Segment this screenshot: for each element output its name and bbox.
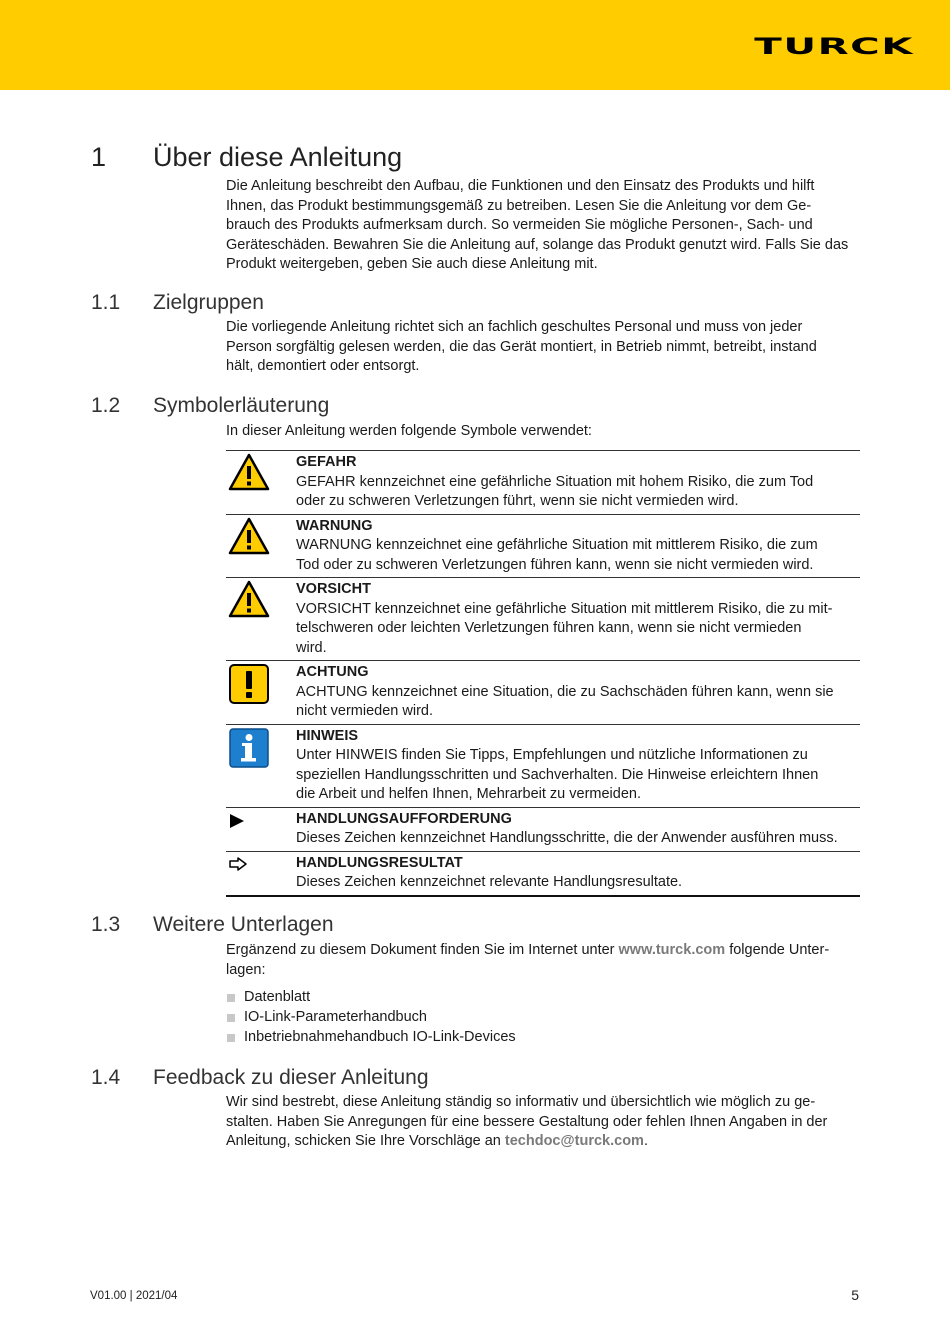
warning-triangle-icon [228,517,270,560]
text-line: Person sorgfältig gelesen werden, die das Gerät montiert, in Betrieb nimmt, betreibt, instand [226,338,817,355]
symbol-text: GEFAHR kennzeichnet eine gefährliche Situation mit hohem Risiko, die zum Tod [296,473,814,490]
text-line: brauch des Produkts aufmerksam durch. So vermeiden Sie mögliche Personen-, Sach- und [226,217,813,233]
text-line: stalten. Haben Sie Anregungen für eine bessere Gestaltung oder fehlen Ihnen Angaben in der [226,1113,828,1130]
list-item-label: Inbetriebnahmehandbuch IO-Link-Devices [244,1028,516,1045]
section-1-4-text [226,1093,860,1152]
symbol-title: ACHTUNG [296,664,369,680]
text-line: Ihnen, das Produkt bestimmungsgemäß zu betreiben. Lesen Sie die Anleitung vor dem Ge- [226,197,812,214]
symbol-text: Dieses Zeichen kennzeichnet Handlungsschritte, die der Anwender ausführen muss. [296,830,838,846]
section-1-text [226,177,860,275]
symbol-text: die Arbeit und helfen Ihnen, Mehrarbeit zu vermeiden. [296,786,641,802]
page-number: 5 [851,1287,859,1303]
symbol-title: HINWEIS [296,727,359,744]
symbol-text: telschweren oder leichten Verletzungen führen kann, wenn sie nicht vermieden [296,620,802,636]
symbol-row-achtung [226,661,860,725]
play-arrow-icon [228,812,246,835]
symbol-title: VORSICHT [296,581,371,597]
section-1-3-text [226,941,860,980]
exclamation-box-icon [228,663,270,710]
warning-triangle-icon [228,580,270,623]
symbol-text: speziellen Handlungsschritten und Sachverhalten. Die Hinweise erleichtern Ihnen [296,766,819,783]
symbol-text: WARNUNG kennzeichnet eine gefährliche Situation mit mittlerem Risiko, die zum [296,537,818,553]
square-bullet-icon [227,994,235,1002]
symbol-text: oder zu schweren Verletzungen führt, wenn sie nicht vermieden wird. [296,493,739,509]
symbol-text: Tod oder zu schweren Verletzungen führen kann, wenn sie nicht vermieden wird. [296,556,814,573]
text-line: lagen: [226,961,266,978]
symbol-title: HANDLUNGSAUFFORDERUNG [296,810,512,827]
section-number: 1.2 [91,394,121,417]
section-1-2-heading [91,393,329,419]
symbol-title: WARNUNG [296,517,373,534]
section-1-3-heading [91,912,334,938]
turck-logo: TURCK [754,34,914,60]
symbol-text: ACHTUNG kennzeichnet eine Situation, die zu Sachschäden führen kann, wenn sie [296,683,834,700]
section-number: 1.1 [91,291,121,314]
section-number: 1.3 [91,913,121,936]
document-list [226,988,516,1047]
symbol-row-warnung [226,515,860,579]
symbol-row-hinweis [226,725,860,808]
section-number: 1.4 [91,1066,121,1089]
symbol-row-handlungsresultat [226,852,860,897]
symbol-row-gefahr [226,451,860,515]
turck-website-link[interactable]: www.turck.com [618,942,726,958]
text-fragment: . [643,1133,648,1149]
text-line: Die vorliegende Anleitung richtet sich an fachlich geschultes Personal und muss von jeder [226,319,803,335]
symbol-text: nicht vermieden wird. [296,703,433,719]
footer-version: V01.00 | 2021/04 [90,1290,178,1302]
list-item [226,1008,516,1028]
symbol-table [226,450,860,897]
section-number: 1 [91,142,107,172]
section-1-4-heading [91,1065,429,1091]
symbol-text: VORSICHT kennzeichnet eine gefährliche Situation mit mittlerem Risiko, die zu mit- [296,600,833,617]
section-1-heading [91,141,402,173]
section-title: Feedback zu dieser Anleitung [153,1066,429,1089]
section-title: Weitere Unterlagen [153,913,334,936]
square-bullet-icon [227,1014,235,1022]
outline-arrow-icon [228,856,248,877]
square-bullet-icon [227,1034,235,1042]
symbol-text: Dieses Zeichen kennzeichnet relevante Handlungsresultate. [296,874,683,890]
text-line: hält, demontiert oder entsorgt. [226,358,420,374]
section-1-1-text [226,318,860,377]
symbol-row-vorsicht [226,578,860,661]
list-item [226,1028,516,1048]
symbol-row-handlungsaufforderung [226,808,860,852]
list-item-label: Datenblatt [244,989,311,1005]
text-line [226,1132,860,1152]
symbol-title: HANDLUNGSRESULTAT [296,854,463,871]
list-item [226,988,516,1008]
text-line: Die Anleitung beschreibt den Aufbau, die Funktionen und den Einsatz des Produkts und hilft [226,178,815,194]
text-line: Produkt weitergeben, geben Sie auch diese Anleitung mit. [226,256,598,272]
section-1-2-intro: In dieser Anleitung werden folgende Symbole verwendet: [226,423,592,439]
text-fragment: folgende Unter- [725,942,830,958]
text-fragment: Ergänzend zu diesem Dokument finden Sie im Internet unter [226,942,619,958]
info-box-icon [228,727,270,774]
text-line: Wir sind bestrebt, diese Anleitung ständig so informativ und übersichtlich wie möglich zu ge- [226,1094,816,1110]
section-title: Symbolerläuterung [153,394,330,417]
section-title: Zielgruppen [153,291,264,314]
symbol-text: wird. [296,639,327,656]
text-line [226,941,860,961]
text-fragment: Anleitung, schicken Sie Ihre Vorschläge an [226,1133,505,1149]
symbol-text: Unter HINWEIS finden Sie Tipps, Empfehlungen und nützliche Informationen zu [296,747,808,763]
symbol-title: GEFAHR [296,454,357,470]
list-item-label: IO-Link-Parameterhandbuch [244,1008,427,1025]
text-line: Geräteschäden. Bewahren Sie die Anleitung auf, solange das Produkt genutzt wird. Falls Sie das [226,236,849,253]
warning-triangle-icon [228,453,270,496]
section-title: Über diese Anleitung [153,142,403,172]
techdoc-email-link[interactable]: techdoc@turck.com [504,1133,644,1149]
section-1-1-heading [91,290,264,316]
